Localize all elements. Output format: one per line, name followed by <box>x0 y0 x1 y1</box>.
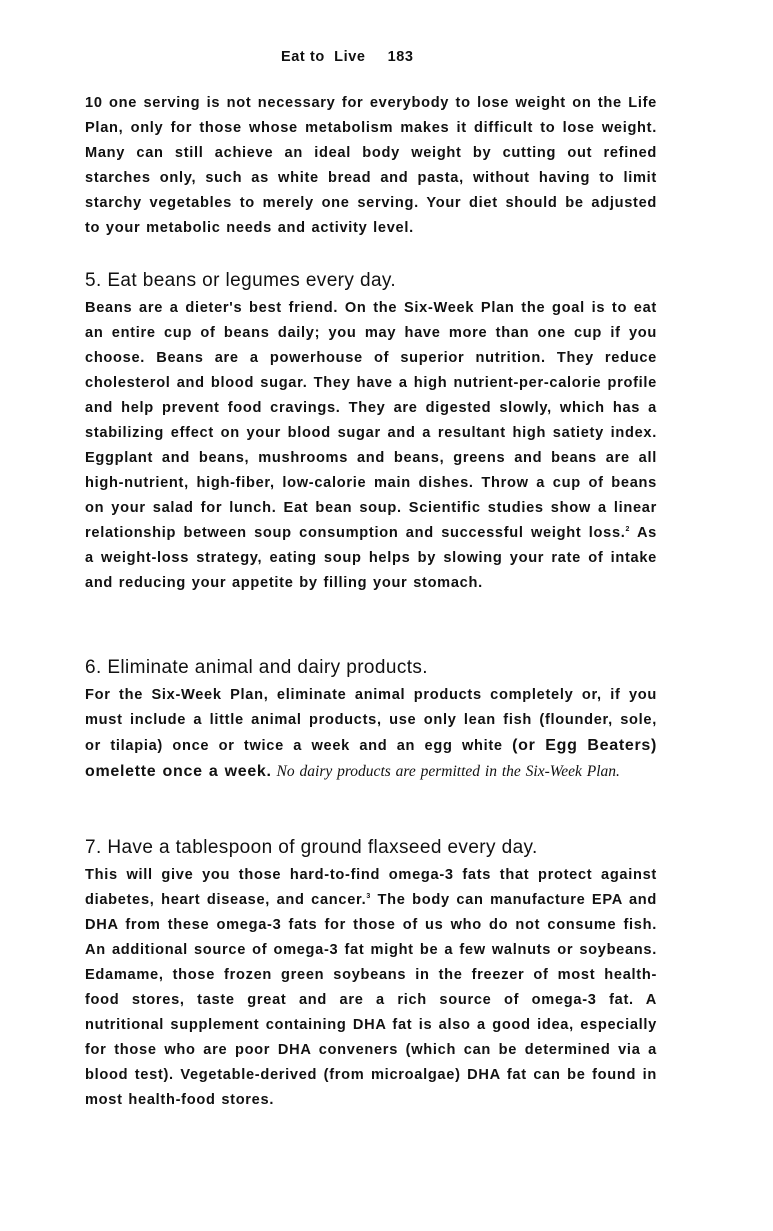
running-head-title: Eat to Live <box>281 49 366 65</box>
section-6-body <box>85 683 657 785</box>
section-7-body-text-cont: The body can manufacture EPA and DHA from these omega-3 fats for those of us who do not consume fish. An additional source of omega-3 fat might be a few walnuts or soybeans. Edamame, those frozen green soybeans in the freezer of most health-food stores, taste great and are a rich source of omega-3 fat. A nutritional supplement containing DHA fat is also a good idea, especially for those who are poor DHA conveners (which can be determined via a blood test). Vegetable-derived (from microalgae) DHA fat can be found in most health-food stores. <box>85 892 657 1108</box>
section-6-body-text: For the Six-Week Plan, eliminate animal products completely or, if you must include a little animal products, use only lean fish (flounder, sole, or tilapia) once or twice a week and an egg white <box>85 687 657 754</box>
section-6-body-emphasis: (or Egg Beaters) omelette once a week. <box>85 737 657 780</box>
section-5-body <box>85 296 657 596</box>
section-5-heading: 5. Eat beans or legumes every day. <box>85 270 397 291</box>
section-6-heading: 6. Eliminate animal and dairy products. <box>85 657 428 678</box>
section-7-body <box>85 863 657 1113</box>
section-7-heading: 7. Have a tablespoon of ground flaxseed every day. <box>85 837 538 858</box>
running-head <box>281 49 414 65</box>
footnote-marker: 3 <box>366 893 371 900</box>
intro-paragraph: 10 one serving is not necessary for everybody to lose weight on the Life Plan, only for those whose metabolism makes it difficult to lose weight. Many can still achieve an ideal body weight by cutting out refined starches only, such as white bread and pasta, without having to limit starchy vegetables to merely one serving. Your diet should be adjusted to your metabolic needs and activity level. <box>85 95 657 236</box>
footnote-marker: 2 <box>625 526 631 533</box>
section-6-body-italic: No dairy products are permitted in the Six-Week Plan. <box>271 763 620 780</box>
section-5-body-text: Beans are a dieter's best friend. On the Six-Week Plan the goal is to eat an entire cup of beans daily; you may have more than one cup if you choose. Beans are a powerhouse of superior nutrition. They reduce cholesterol and blood sugar. They have a high nutrient-per-calorie profile and help prevent food cravings. They are digested slowly, which has a stabilizing effect on your blood sugar and a resultant high satiety index. Eggplant and beans, mushrooms and beans, greens and beans are all high-nutrient, high-fiber, low-calorie main dishes. Throw a cup of beans on your salad for lunch. Eat bean soup. Scientific studies show a linear relationship between soup consumption and successful weight loss. <box>85 300 657 541</box>
section-5-body-text-cont: As a weight-loss strategy, eating soup helps by slowing your rate of intake and reducing your appetite by filling your stomach. <box>85 525 657 591</box>
page-number: 183 <box>387 49 414 65</box>
section-7-body-text: This will give you those hard-to-find omega-3 fats that protect against diabetes, heart disease, and cancer. <box>85 867 657 908</box>
